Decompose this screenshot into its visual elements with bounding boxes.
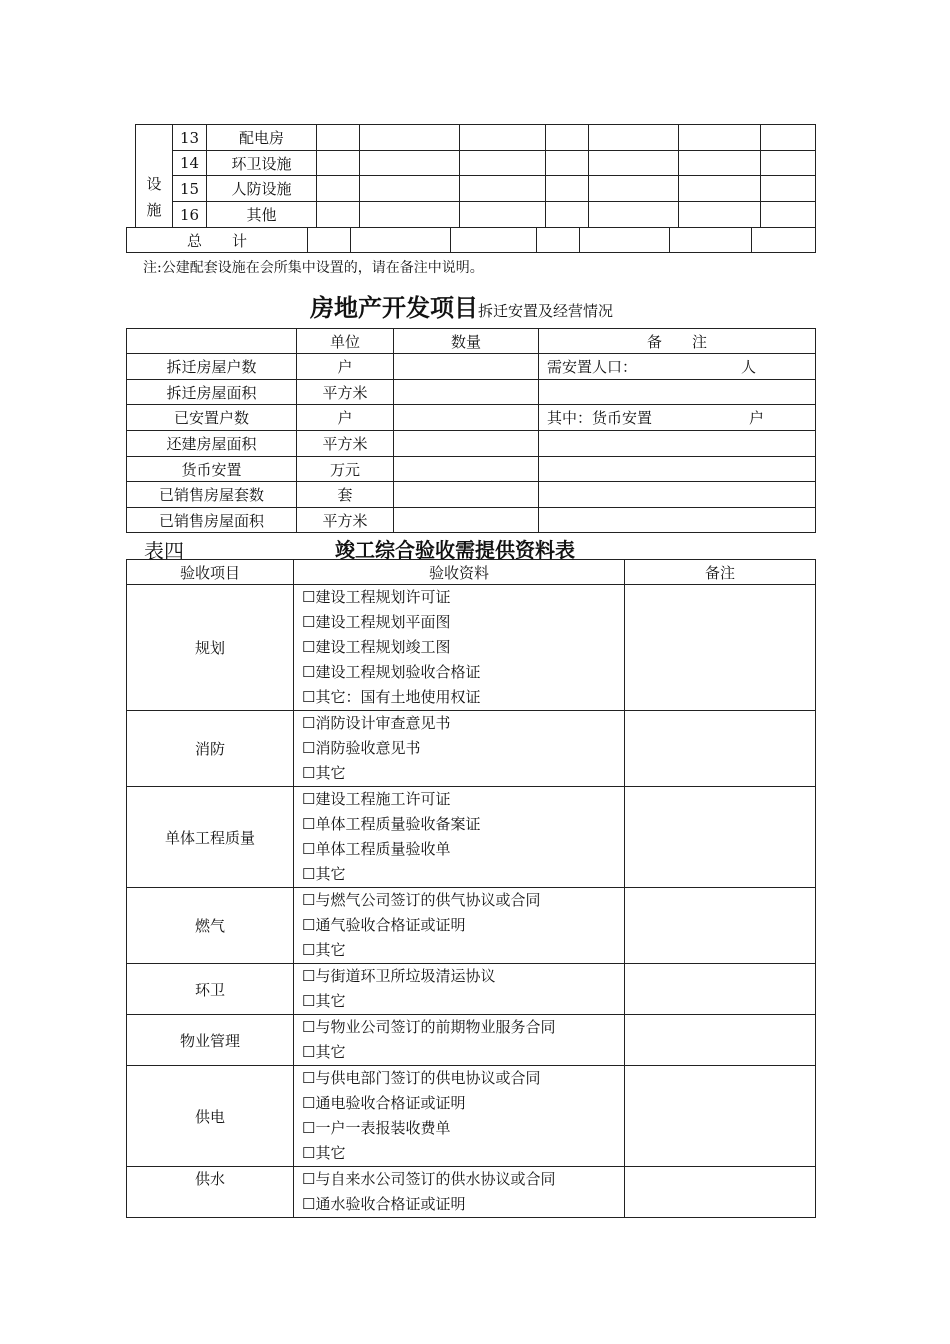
relocation-remark-text: 需安置人口： <box>547 358 638 376</box>
facility-row-no: 14 <box>173 151 207 176</box>
acceptance-group-name: 供电 <box>127 1066 294 1167</box>
checklist-item: ☐与街道环卫所垃圾清运协议 <box>302 967 496 985</box>
facility-total-table <box>126 227 816 253</box>
relocation-row <box>127 380 816 405</box>
checklist-item: ☐其它 <box>302 865 346 883</box>
relocation-row <box>127 431 816 457</box>
checklist-item: ☐消防设计审查意见书 <box>302 714 451 732</box>
acceptance-table <box>126 559 816 1218</box>
facility-row-no: 16 <box>173 202 207 228</box>
checklist-item: ☐建设工程施工许可证 <box>302 790 451 808</box>
checklist-item: ☐其它 <box>302 1144 346 1162</box>
relocation-qty <box>394 380 539 405</box>
acceptance-group-row <box>127 1015 816 1066</box>
checklist-item: ☐通电验收合格证或证明 <box>302 1094 466 1112</box>
acceptance-group-row <box>127 711 816 787</box>
facility-table <box>135 124 816 228</box>
checklist-item: ☐建设工程规划验收合格证 <box>302 663 481 681</box>
relocation-remark <box>539 354 816 380</box>
acceptance-item-list <box>294 787 625 888</box>
relocation-qty <box>394 482 539 508</box>
checklist-item: ☐其它 <box>302 992 346 1010</box>
acceptance-group-name: 燃气 <box>127 888 294 964</box>
facility-row <box>136 176 816 202</box>
acceptance-header-project: 验收项目 <box>127 560 294 585</box>
checklist-item: ☐建设工程规划许可证 <box>302 588 451 606</box>
acceptance-item-list <box>294 888 625 964</box>
checklist-item: ☐单体工程质量验收备案证 <box>302 815 481 833</box>
relocation-title-main: 房地产开发项目 <box>310 293 478 322</box>
checklist-item: ☐其它 <box>302 941 346 959</box>
acceptance-table-no: 表四 <box>144 539 184 563</box>
relocation-item: 已安置户数 <box>127 405 297 431</box>
facility-row-no: 13 <box>173 125 207 151</box>
relocation-title-sub: 拆迁安置及经营情况 <box>478 302 614 320</box>
checklist-item: ☐消防验收意见书 <box>302 739 421 757</box>
checklist-item: ☐与物业公司签订的前期物业服务合同 <box>302 1018 556 1036</box>
acceptance-item-list <box>294 585 625 711</box>
relocation-item: 还建房屋面积 <box>127 431 297 457</box>
relocation-unit: 户 <box>297 405 394 431</box>
checklist-item: ☐与燃气公司签订的供气协议或合同 <box>302 891 541 909</box>
facility-row <box>136 151 816 176</box>
relocation-header-unit: 单位 <box>297 329 394 354</box>
facility-row <box>136 202 816 228</box>
relocation-qty <box>394 508 539 533</box>
relocation-row <box>127 482 816 508</box>
acceptance-item-list <box>294 1167 625 1218</box>
checklist-item: ☐其它：国有土地使用权证 <box>302 688 481 706</box>
acceptance-header-docs: 验收资料 <box>294 560 625 585</box>
acceptance-item-list <box>294 1015 625 1066</box>
relocation-unit: 平方米 <box>297 380 394 405</box>
relocation-unit: 套 <box>297 482 394 508</box>
acceptance-group-name: 消防 <box>127 711 294 787</box>
acceptance-group-name: 单体工程质量 <box>127 787 294 888</box>
acceptance-group-name: 供水 <box>127 1167 294 1218</box>
facility-row-name: 配电房 <box>207 125 317 151</box>
relocation-remark-unit: 户 <box>749 409 765 427</box>
relocation-unit: 万元 <box>297 457 394 482</box>
acceptance-header-row <box>127 560 816 585</box>
acceptance-header-remark: 备注 <box>625 560 816 585</box>
relocation-header-row <box>127 329 816 354</box>
relocation-table <box>126 328 816 533</box>
facility-total-label: 总 计 <box>127 228 308 253</box>
checklist-item: ☐通气验收合格证或证明 <box>302 916 466 934</box>
relocation-row <box>127 508 816 533</box>
relocation-qty <box>394 457 539 482</box>
checklist-item: ☐单体工程质量验收单 <box>302 840 451 858</box>
facility-row-name: 其他 <box>207 202 317 228</box>
relocation-unit: 平方米 <box>297 508 394 533</box>
acceptance-group-row <box>127 787 816 888</box>
relocation-header-qty: 数量 <box>394 329 539 354</box>
facility-row <box>136 125 816 151</box>
relocation-title <box>310 288 613 323</box>
facility-group-label: 设 施 <box>136 125 173 228</box>
acceptance-item-list <box>294 711 625 787</box>
facility-row-name: 人防设施 <box>207 176 317 202</box>
relocation-remark-text: 其中：货币安置 <box>547 409 653 427</box>
relocation-remark-unit: 人 <box>741 358 757 376</box>
relocation-remark <box>539 405 816 431</box>
checklist-item: ☐其它 <box>302 1043 346 1061</box>
checklist-item: ☐建设工程规划竣工图 <box>302 638 451 656</box>
relocation-row <box>127 354 816 380</box>
acceptance-group-name: 物业管理 <box>127 1015 294 1066</box>
relocation-qty <box>394 354 539 380</box>
acceptance-group-row <box>127 1066 816 1167</box>
checklist-item: ☐其它 <box>302 764 346 782</box>
acceptance-item-list <box>294 964 625 1015</box>
relocation-item: 已销售房屋面积 <box>127 508 297 533</box>
relocation-row <box>127 457 816 482</box>
relocation-unit: 平方米 <box>297 431 394 457</box>
checklist-item: ☐建设工程规划平面图 <box>302 613 451 631</box>
relocation-qty <box>394 431 539 457</box>
facility-note: 注:公建配套设施在会所集中设置的，请在备注中说明。 <box>143 260 484 276</box>
acceptance-group-row <box>127 888 816 964</box>
acceptance-item-list <box>294 1066 625 1167</box>
relocation-item: 已销售房屋套数 <box>127 482 297 508</box>
relocation-header-remark: 备 注 <box>539 329 816 354</box>
acceptance-title: 竣工综合验收需提供资料表 <box>335 538 575 562</box>
relocation-unit: 户 <box>297 354 394 380</box>
relocation-header-item <box>127 329 297 354</box>
checklist-item: ☐与供电部门签订的供电协议或合同 <box>302 1069 541 1087</box>
acceptance-group-row <box>127 1167 816 1218</box>
checklist-item: ☐与自来水公司签订的供水协议或合同 <box>302 1170 556 1188</box>
facility-row-name: 环卫设施 <box>207 151 317 176</box>
relocation-row <box>127 405 816 431</box>
acceptance-group-name: 环卫 <box>127 964 294 1015</box>
relocation-item: 货币安置 <box>127 457 297 482</box>
facility-row-no: 15 <box>173 176 207 202</box>
relocation-qty <box>394 405 539 431</box>
acceptance-group-name: 规划 <box>127 585 294 711</box>
checklist-item: ☐通水验收合格证或证明 <box>302 1195 466 1213</box>
relocation-item: 拆迁房屋户数 <box>127 354 297 380</box>
acceptance-group-row <box>127 964 816 1015</box>
relocation-item: 拆迁房屋面积 <box>127 380 297 405</box>
acceptance-group-row <box>127 585 816 711</box>
checklist-item: ☐一户一表报装收费单 <box>302 1119 451 1137</box>
